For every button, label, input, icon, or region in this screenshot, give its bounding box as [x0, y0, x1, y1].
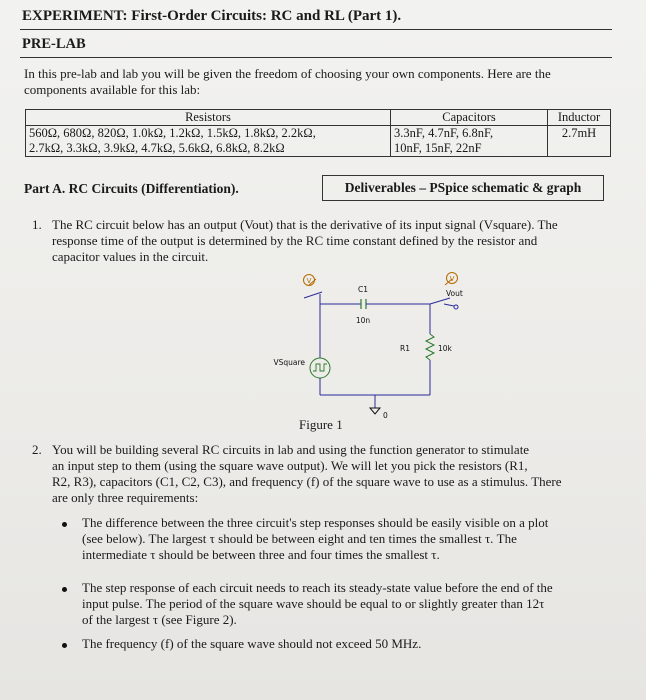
resistor-values-line1: 560Ω, 680Ω, 820Ω, 1.0kΩ, 1.2kΩ, 1.5kΩ, 1.8kΩ, 2.2kΩ,	[29, 126, 316, 140]
ground-label: 0	[383, 411, 388, 420]
capacitor-values	[391, 126, 548, 157]
vout-label: Vout	[446, 289, 463, 298]
title-divider	[20, 29, 612, 30]
square-wave-source-icon	[310, 358, 330, 378]
components-values-row	[26, 126, 611, 157]
experiment-title: EXPERIMENT: First-Order Circuits: RC and RL (Part 1).	[22, 8, 402, 24]
c1-value: 10n	[355, 316, 371, 325]
bullet2-line3: of the largest τ (see Figure 2).	[82, 612, 237, 627]
item2-line1: You will be building several RC circuits in lab and using the function generator to stimulate	[52, 442, 530, 457]
bullet1-line2: (see below). The largest τ should be between eight and ten times the smallest τ. The	[82, 531, 517, 546]
item2-text	[52, 442, 562, 506]
r1-label: R1	[400, 344, 410, 353]
output-terminal	[454, 305, 458, 309]
bullet-dot	[62, 587, 67, 592]
item1-line2: response time of the output is determined by the RC time constant defined by the resistor and	[52, 233, 538, 248]
capacitor-values-line1: 3.3nF, 4.7nF, 6.8nF,	[394, 126, 494, 140]
resistor-r1	[426, 334, 434, 360]
capacitor-c1	[361, 299, 366, 309]
resistor-values-line2: 2.7kΩ, 3.3kΩ, 3.9kΩ, 4.7kΩ, 5.6kΩ, 6.8kΩ, 8.2kΩ	[29, 141, 285, 155]
output-probe-symbol: V	[449, 275, 455, 283]
item2-line4: are only three requirements:	[52, 490, 199, 505]
prelab-divider	[20, 57, 612, 58]
item1-line3: capacitor values in the circuit.	[52, 249, 209, 264]
bullet1-line1: The difference between the three circuit's step responses should be easily visible on a plot	[82, 515, 549, 530]
bullet-dot	[62, 522, 67, 527]
intro-paragraph: In this pre-lab and lab you will be given the freedom of choosing your own components. Here are the components available for this lab:	[24, 66, 551, 97]
components-header-row	[26, 110, 611, 126]
prelab-heading: PRE-LAB	[22, 36, 86, 52]
input-probe-symbol: V	[306, 277, 312, 285]
bullet3-line1: The frequency (f) of the square wave should not exceed 50 MHz.	[82, 636, 422, 651]
ground-icon	[370, 395, 380, 414]
header-resistors: Resistors	[26, 110, 391, 126]
output-probe-icon	[445, 273, 458, 286]
r1-value: 10k	[438, 344, 452, 353]
components-table	[25, 109, 611, 157]
bullet-item-2	[82, 580, 553, 628]
item1-line1: The RC circuit below has an output (Vout) that is the derivative of its input signal (Vsquare). The	[52, 217, 558, 232]
capacitor-values-line2: 10nF, 15nF, 22nF	[394, 141, 482, 155]
deliverables-box: Deliverables – PSpice schematic & graph	[322, 175, 604, 201]
figure-caption: Figure 1	[299, 417, 343, 432]
bullet-item-3	[82, 636, 421, 652]
vsquare-label: VSquare	[273, 358, 305, 367]
item2-line3: R2, R3), capacitors (C1, C2, C3), and frequency (f) of the square wave to use as a stimulus. There	[52, 474, 562, 489]
item1-text	[52, 217, 558, 265]
bullet2-line1: The step response of each circuit needs to reach its steady-state value before the end of the	[82, 580, 553, 595]
item2-number: 2.	[32, 442, 42, 457]
input-probe-icon	[304, 275, 317, 286]
bullet-item-1	[82, 515, 548, 563]
header-capacitors: Capacitors	[391, 110, 548, 126]
bullet1-line3: intermediate τ should be between three and four times the smallest τ.	[82, 547, 440, 562]
resistor-values	[26, 126, 391, 157]
bullet2-line2: input pulse. The period of the square wave should be equal to or slightly greater than 12τ	[82, 596, 545, 611]
bullet-dot	[62, 643, 67, 648]
inductor-value: 2.7mH	[548, 126, 611, 157]
item2-line2: an input step to them (using the square wave output). We will let you pick the resistors (R1,	[52, 458, 528, 473]
c1-label: C1	[357, 285, 369, 294]
rc-circuit-schematic	[240, 268, 480, 420]
header-inductor: Inductor	[548, 110, 611, 126]
item1-number: 1.	[32, 217, 42, 232]
part-a-heading: Part A. RC Circuits (Differentiation).	[24, 181, 239, 196]
